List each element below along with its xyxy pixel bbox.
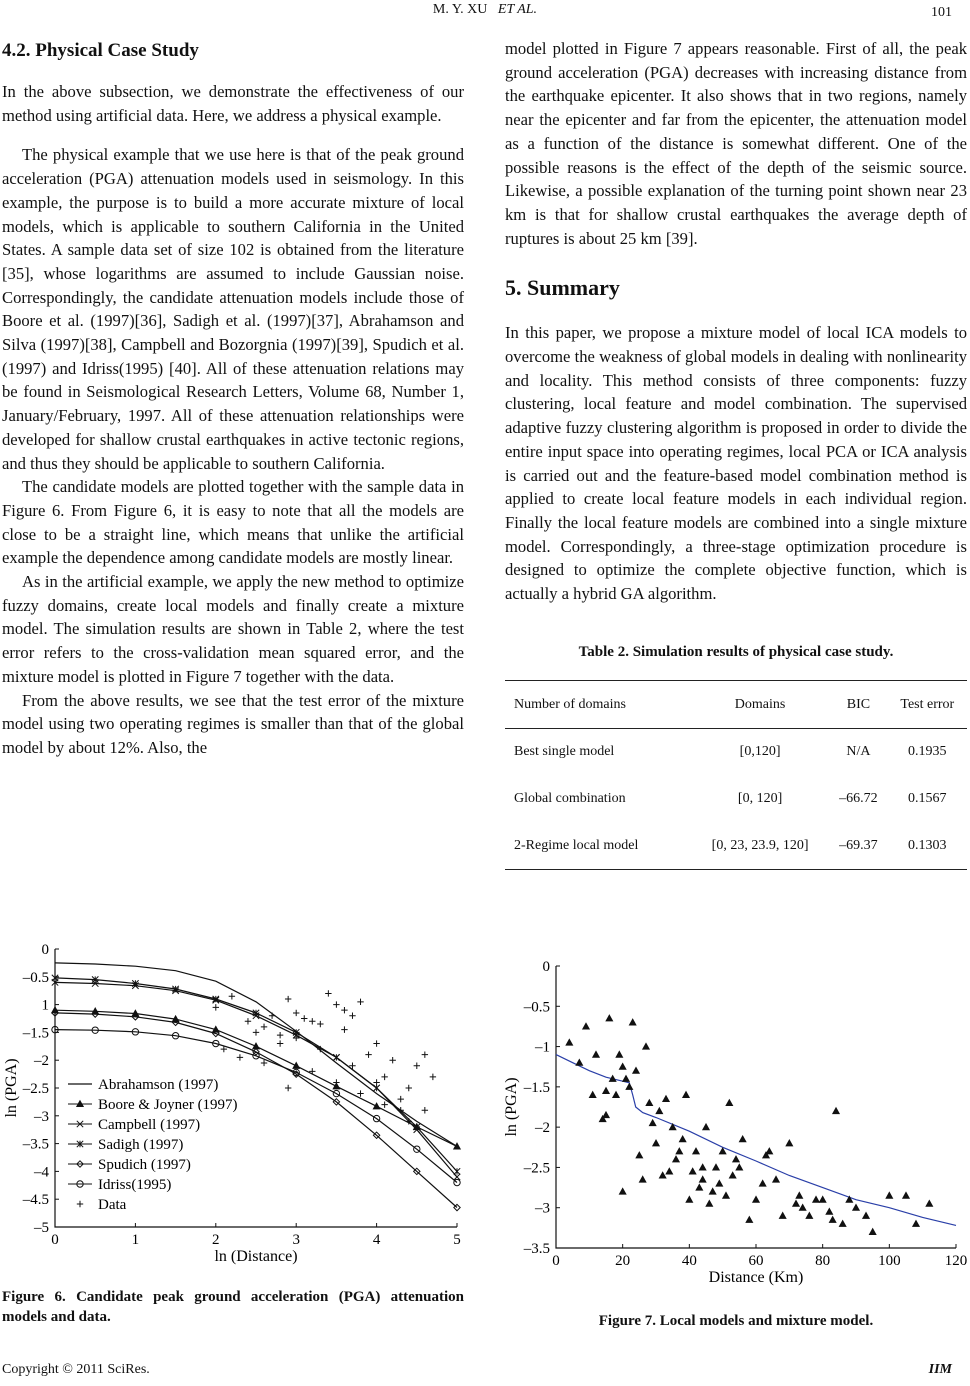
legend-label: Abrahamson (1997) bbox=[98, 1077, 219, 1093]
data-point bbox=[673, 1156, 679, 1162]
table-header: Domains bbox=[691, 681, 829, 729]
y-tick-label: –2 bbox=[34, 1053, 49, 1070]
left-column bbox=[2, 37, 464, 760]
data-point bbox=[833, 1108, 839, 1114]
x-tick-label: 40 bbox=[681, 1253, 697, 1269]
data-point bbox=[357, 1090, 363, 1096]
data-point bbox=[926, 1200, 932, 1206]
legend-entry bbox=[68, 1117, 200, 1133]
data-point bbox=[261, 1060, 267, 1066]
data-point bbox=[736, 1164, 742, 1170]
data-point bbox=[766, 1148, 772, 1154]
x-tick-label: 0 bbox=[51, 1232, 59, 1248]
section-title-summary: 5. Summary bbox=[505, 275, 620, 301]
data-point bbox=[389, 1057, 395, 1063]
y-tick-label: –1.5 bbox=[22, 1025, 49, 1042]
data-point bbox=[285, 996, 291, 1002]
data-point bbox=[629, 1019, 635, 1025]
x-axis-label: Distance (Km) bbox=[708, 1269, 804, 1286]
data-point bbox=[689, 1168, 695, 1174]
data-point bbox=[229, 993, 235, 999]
x-tick-label: 100 bbox=[878, 1253, 901, 1269]
x-tick-label: 120 bbox=[944, 1253, 968, 1269]
legend-label: Sadigh (1997) bbox=[98, 1137, 184, 1153]
data-point bbox=[414, 1063, 420, 1069]
paragraph: In this paper, we propose a mixture model of local ICA models to overcome the weakness of global models in dealing with nonlinearity and locality. This method consists of three components: fuzzy clustering, local feature and model combination. The supervised adaptive fuzzy clustering algorithm is proposed in order to divide the entire input space into operating regimes, local PCA or ICA analysis is carried out and the feature-based model combination method is applied to create local feature models in each individual region. Finally the local feature models are combined into a single mixture model. Correspondingly, a three-stage optimization procedure is designed to optimize the complete objective function, which is actually a hybrid GA algorithm. bbox=[505, 323, 967, 604]
legend-entry bbox=[68, 1137, 183, 1153]
data-point bbox=[659, 1172, 665, 1178]
table-header-row bbox=[505, 681, 967, 729]
header-etal: ET AL. bbox=[497, 2, 538, 17]
paragraph: The physical example that we use here is that of the peak ground acceleration (PGA) attenuation models used in seismology. In this example, the purpose is to build a more accurate mixture of local models, which is applicable to southern California in the United States. A sample data set of size 102 is obtained from the literature [35], whose logarithms are assumed to include Gaussian noise. Correspondingly, the candidate attenuation models include those of Boore et al. (1997)[36], Sadigh et al. (1997)[37], Abrahamson and Silva (1997)[38], Campbell and Bozorgnia (1997)[39], Spudich et al. (1997) and Idriss(1995) [40]. All of these attenuation relations may be found in Seismological Research Letters, Volume 68, Number 1, January/February, 1997. All of these attenuation relationships were developed for shallow crustal earthquakes in active tectonic regions, and thus they should be applicable to southern California. bbox=[2, 145, 464, 473]
x-tick-label: 80 bbox=[815, 1253, 831, 1269]
data-point bbox=[686, 1196, 692, 1202]
legend-label: Spudich (1997) bbox=[98, 1157, 191, 1173]
data-point bbox=[616, 1051, 622, 1057]
legend-label: Idriss(1995) bbox=[98, 1177, 172, 1193]
table-header: BIC bbox=[829, 681, 887, 729]
data-point bbox=[269, 1013, 275, 1019]
data-point bbox=[656, 1108, 662, 1114]
y-tick-label: –1 bbox=[535, 1039, 550, 1056]
y-tick-label: –3.5 bbox=[523, 1241, 550, 1257]
x-tick-label: 0 bbox=[552, 1253, 560, 1269]
x-tick-label: 60 bbox=[748, 1253, 764, 1269]
figure-6-chart bbox=[0, 935, 470, 1280]
results-table bbox=[505, 680, 967, 870]
table-cell: –69.37 bbox=[829, 823, 887, 870]
paragraph: model plotted in Figure 7 appears reasonable. First of all, the peak ground acceleration (PGA) decreases with increasing distance from the earthquake epicenter. It also shows that in two regions, namely near the epicenter and far from the epicenter, the attenuation model as a function of the distance is somewhat different. One of the possible reasons is the effect of the depth of the seismic source. Likewise, a possible explanation of the turning point shown near 23 km is that for shallow crustal earthquakes the average depth of ruptures is about 25 km [39]. bbox=[505, 39, 967, 248]
x-tick-label: 3 bbox=[292, 1232, 300, 1248]
data-point bbox=[663, 1096, 669, 1102]
data-point bbox=[454, 1179, 460, 1185]
x-tick-label: 20 bbox=[615, 1253, 631, 1269]
data-point bbox=[636, 1152, 642, 1158]
data-point bbox=[806, 1213, 812, 1219]
data-point bbox=[285, 1085, 291, 1091]
data-point bbox=[793, 1200, 799, 1206]
data-point bbox=[863, 1213, 869, 1219]
data-point bbox=[853, 1205, 859, 1211]
data-point bbox=[813, 1196, 819, 1202]
right-column bbox=[505, 37, 967, 870]
y-tick-label: –4 bbox=[34, 1164, 49, 1181]
table-cell: –66.72 bbox=[839, 790, 878, 806]
data-point bbox=[261, 1024, 267, 1030]
table-cell: 0.1935 bbox=[908, 744, 947, 760]
legend-entry bbox=[68, 1157, 191, 1173]
data-point bbox=[696, 1184, 702, 1190]
data-point bbox=[317, 1021, 323, 1027]
legend-label: Campbell (1997) bbox=[98, 1117, 201, 1133]
data-point bbox=[753, 1196, 759, 1202]
paragraph: The candidate models are plotted together with the sample data in Figure 6. From Figure 6, it is easy to note that all the models are close to be a straight line, which means that unlike the artificial example the dependence among candidate models are mostly linear. bbox=[2, 477, 464, 568]
data-point bbox=[619, 1188, 625, 1194]
data-point bbox=[676, 1148, 682, 1154]
data-point bbox=[277, 1040, 283, 1046]
table-cell: [0,120] bbox=[739, 744, 781, 760]
y-tick-label: –3.5 bbox=[22, 1136, 49, 1153]
data-point bbox=[253, 1029, 259, 1035]
legend-label: Data bbox=[98, 1197, 127, 1213]
table-caption: Table 2. Simulation results of physical case study. bbox=[578, 643, 894, 660]
y-tick-label: –4.5 bbox=[22, 1192, 49, 1209]
data-point bbox=[779, 1213, 785, 1219]
data-point bbox=[826, 1209, 832, 1215]
y-axis-label: ln (PGA) bbox=[3, 1058, 20, 1118]
data-point bbox=[293, 1010, 299, 1016]
y-tick-label: –3 bbox=[535, 1200, 550, 1217]
data-point bbox=[349, 1013, 355, 1019]
data-point bbox=[341, 1026, 347, 1032]
page-header bbox=[0, 2, 970, 24]
legend-entry bbox=[68, 1077, 218, 1093]
data-point bbox=[333, 1001, 339, 1007]
y-tick-label: 0 bbox=[542, 959, 550, 975]
y-tick-label: 0 bbox=[41, 942, 49, 958]
axis-line bbox=[556, 966, 956, 1248]
data-point bbox=[381, 1101, 387, 1107]
data-point bbox=[406, 1085, 412, 1091]
data-point bbox=[646, 1100, 652, 1106]
data-point bbox=[723, 1192, 729, 1198]
data-point bbox=[726, 1100, 732, 1106]
page-number: 101 bbox=[931, 5, 952, 20]
data-point bbox=[576, 1059, 582, 1065]
data-point bbox=[566, 1039, 572, 1045]
data-point bbox=[683, 1092, 689, 1098]
data-point bbox=[706, 1200, 712, 1206]
data-point bbox=[430, 1074, 436, 1080]
data-point bbox=[719, 1148, 725, 1154]
data-point bbox=[633, 1068, 639, 1074]
data-point bbox=[796, 1192, 802, 1198]
y-tick-label: –5 bbox=[34, 1220, 49, 1236]
table-cell: Best single model bbox=[514, 744, 615, 760]
y-tick-label: –3 bbox=[34, 1108, 49, 1125]
data-point bbox=[703, 1124, 709, 1130]
legend-swatch bbox=[77, 1201, 83, 1207]
series-data bbox=[566, 1015, 932, 1234]
data-point bbox=[716, 1180, 722, 1186]
data-point bbox=[373, 1085, 379, 1091]
data-point bbox=[699, 1176, 705, 1182]
data-point bbox=[333, 1054, 339, 1060]
x-tick-label: 1 bbox=[131, 1232, 140, 1248]
data-point bbox=[422, 1107, 428, 1113]
legend-entry bbox=[68, 1177, 171, 1193]
figure-7-caption: Figure 7. Local models and mixture model. bbox=[598, 1313, 874, 1329]
data-point bbox=[213, 1004, 219, 1010]
table-cell: N/A bbox=[846, 744, 871, 760]
data-point bbox=[839, 1221, 845, 1227]
figure-6-caption: Figure 6. Candidate peak ground acceleration (PGA) attenuation models and data. bbox=[2, 1289, 464, 1325]
data-point bbox=[583, 1023, 589, 1029]
data-point bbox=[913, 1221, 919, 1227]
header-authors: M. Y. XU bbox=[432, 2, 488, 17]
data-point bbox=[679, 1136, 685, 1142]
data-point bbox=[729, 1172, 735, 1178]
figure-7-chart bbox=[500, 950, 970, 1295]
y-tick-label: –2.5 bbox=[523, 1160, 550, 1177]
data-point bbox=[819, 1196, 825, 1202]
data-point bbox=[613, 1092, 619, 1098]
copyright: Copyright © 2011 SciRes. bbox=[2, 1362, 150, 1377]
data-point bbox=[606, 1015, 612, 1021]
data-point bbox=[653, 1140, 659, 1146]
running-head bbox=[0, 2, 970, 18]
data-point bbox=[643, 1043, 649, 1049]
data-point bbox=[454, 1143, 460, 1149]
data-point bbox=[623, 1076, 629, 1082]
data-point bbox=[786, 1140, 792, 1146]
table-header: Number of domains bbox=[505, 681, 691, 729]
y-tick-label: –0.5 bbox=[22, 969, 49, 986]
data-point bbox=[903, 1192, 909, 1198]
paragraph: As in the artificial example, we apply the new method to optimize fuzzy domains, create local models and finally create a mixture model. The simulation results are shown in Table 2, where the test error refers to the cross-validation mean squared error, and the mixture model is plotted in Figure 7 together with the data. bbox=[2, 572, 464, 686]
data-point bbox=[245, 1018, 251, 1024]
y-tick-label: –1.5 bbox=[523, 1079, 550, 1096]
data-point bbox=[693, 1148, 699, 1154]
y-axis-label: ln (PGA) bbox=[503, 1077, 520, 1137]
data-point bbox=[325, 990, 331, 996]
data-point bbox=[422, 1051, 428, 1057]
data-point bbox=[373, 1079, 379, 1085]
y-tick-label: –2.5 bbox=[22, 1081, 49, 1097]
data-point bbox=[746, 1217, 752, 1223]
table-row bbox=[505, 729, 967, 776]
data-point bbox=[869, 1229, 875, 1235]
data-point bbox=[759, 1180, 765, 1186]
data-point bbox=[886, 1192, 892, 1198]
y-tick-label: –0.5 bbox=[523, 999, 550, 1016]
journal-abbrev: IIM bbox=[928, 1362, 952, 1377]
paragraph: From the above results, we see that the test error of the mixture model using two operating regimes is smaller than that of the global model by about 12%. Also, the bbox=[2, 690, 464, 757]
y-tick-label: –2 bbox=[535, 1120, 550, 1137]
data-point bbox=[603, 1112, 609, 1118]
data-point bbox=[799, 1205, 805, 1211]
data-point bbox=[398, 1096, 404, 1102]
data-point bbox=[846, 1196, 852, 1202]
data-point bbox=[739, 1136, 745, 1142]
data-point bbox=[593, 1051, 599, 1057]
table-row bbox=[505, 776, 967, 823]
data-point bbox=[293, 1063, 299, 1069]
legend-entry bbox=[77, 1197, 127, 1213]
legend-label: Boore & Joyner (1997) bbox=[98, 1097, 238, 1113]
data-point bbox=[373, 1103, 379, 1109]
data-point bbox=[237, 1054, 243, 1060]
data-point bbox=[293, 1035, 299, 1041]
paragraph: In the above subsection, we demonstrate the effectiveness of our method using artificial data. Here, we address a physical example. bbox=[2, 82, 464, 125]
data-point bbox=[603, 1088, 609, 1094]
table-cell: [0, 120] bbox=[737, 790, 783, 806]
data-point bbox=[341, 1007, 347, 1013]
data-point bbox=[619, 1064, 625, 1070]
data-point bbox=[277, 1032, 283, 1038]
table-header: Test error bbox=[888, 681, 967, 729]
y-tick-label: 1 bbox=[41, 997, 49, 1014]
data-point bbox=[649, 1120, 655, 1126]
data-point bbox=[309, 1068, 315, 1074]
x-tick-label: 2 bbox=[212, 1232, 220, 1248]
table-cell: 0.1303 bbox=[888, 823, 967, 870]
x-axis-label: ln (Distance) bbox=[214, 1248, 298, 1265]
data-point bbox=[699, 1164, 705, 1170]
data-point bbox=[589, 1092, 595, 1098]
table-cell: 0.1567 bbox=[908, 790, 947, 806]
data-point bbox=[639, 1176, 645, 1182]
data-point bbox=[713, 1164, 719, 1170]
data-point bbox=[454, 1168, 460, 1174]
data-point bbox=[829, 1217, 835, 1223]
data-point bbox=[381, 1074, 387, 1080]
data-point bbox=[626, 1084, 632, 1090]
data-point bbox=[301, 1015, 307, 1021]
data-point bbox=[733, 1156, 739, 1162]
data-point bbox=[373, 1040, 379, 1046]
x-tick-label: 4 bbox=[372, 1232, 381, 1248]
series-data bbox=[213, 990, 436, 1124]
table-cell: Global combination bbox=[514, 790, 626, 806]
data-point bbox=[357, 999, 363, 1005]
data-point bbox=[309, 1018, 315, 1024]
data-point bbox=[709, 1188, 715, 1194]
data-point bbox=[666, 1168, 672, 1174]
table-cell: 2-Regime local model bbox=[505, 823, 691, 870]
legend-entry bbox=[68, 1097, 238, 1113]
table-cell: [0, 23, 23.9, 120] bbox=[691, 823, 829, 870]
data-point bbox=[365, 1051, 371, 1057]
data-point bbox=[773, 1176, 779, 1182]
x-tick-label: 5 bbox=[453, 1232, 461, 1248]
section-title-physical-case: 4.2. Physical Case Study bbox=[2, 40, 199, 61]
table-row bbox=[505, 823, 967, 870]
